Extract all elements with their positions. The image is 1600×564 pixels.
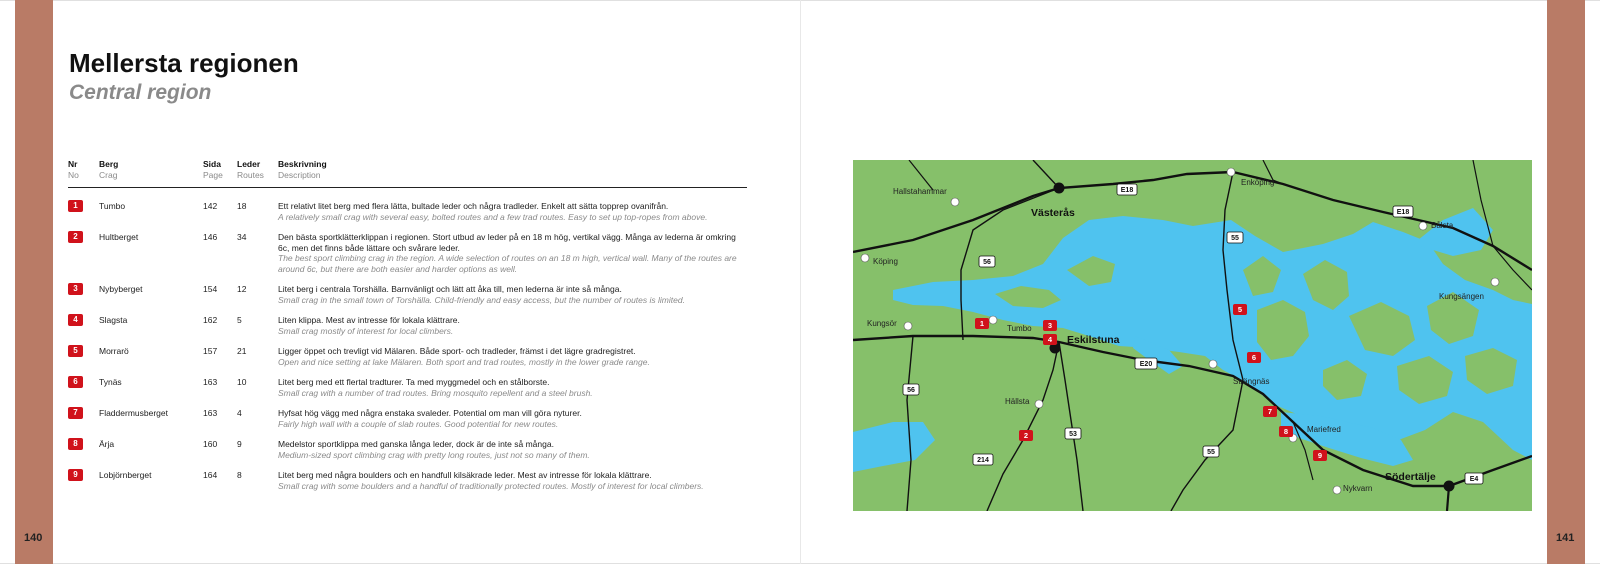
- crag-number-badge: 9: [68, 469, 83, 481]
- road-shield-e20: [1135, 358, 1157, 369]
- crag-marker-6: [1247, 352, 1261, 363]
- region-map-svg: [853, 160, 1532, 511]
- crag-routes: 4: [237, 408, 242, 418]
- road-shield-56: [979, 256, 995, 267]
- crag-number-badge: 1: [68, 200, 83, 212]
- svg-text:E18: E18: [1120, 187, 1134, 194]
- crag-routes: 21: [237, 346, 247, 356]
- crag-routes: 8: [237, 470, 242, 480]
- page-number-right: 141: [1556, 532, 1575, 544]
- region-map: [853, 160, 1532, 511]
- town-label-enkoping: Enköping: [1241, 178, 1275, 187]
- crag-marker-1: [975, 318, 989, 329]
- svg-text:E18: E18: [1396, 209, 1410, 216]
- crag-description: Ligger öppet och trevligt vid Mälaren. Både sport- och tradleder, främst i det lägre gradregistret. Open and nice setting at lake Mälaren. Both sport and trad routes, mostly in the lower grade range.: [278, 346, 650, 367]
- svg-text:53: 53: [1069, 431, 1077, 438]
- town-label-balsta: Bålsta: [1431, 221, 1454, 230]
- header-description: Beskrivning Description: [278, 159, 327, 180]
- left-page-margin-bar: [15, 0, 53, 564]
- svg-text:56: 56: [983, 259, 991, 266]
- crag-number-badge: 2: [68, 231, 83, 243]
- svg-text:7: 7: [1267, 407, 1273, 416]
- svg-text:9: 9: [1317, 451, 1323, 460]
- svg-text:8: 8: [1283, 427, 1289, 436]
- town-label-strangnas: Strängnäs: [1233, 377, 1270, 386]
- town-label-mariefred: Mariefred: [1307, 425, 1341, 434]
- crag-description: Hyfsat hög vägg med några enstaka svaleder. Potential om man vill göra nyturer. Fairly high wall with a couple of slab routes. Good potential for new routes.: [278, 408, 582, 429]
- town-dot: [1419, 222, 1427, 230]
- crag-name: Tynäs: [99, 377, 122, 387]
- city-label-sodertalje: Södertälje: [1385, 471, 1436, 483]
- page-subtitle: Central region: [69, 81, 212, 104]
- header-page: Sida Page: [203, 159, 223, 180]
- crag-name: Ärja: [99, 439, 115, 449]
- header-nr: Nr No: [68, 159, 79, 180]
- crag-marker-4: [1043, 334, 1057, 345]
- crag-page: 163: [203, 408, 218, 418]
- road-shield-e18: [1117, 184, 1137, 195]
- city-dot-vasteras: [1054, 183, 1065, 194]
- crag-routes: 34: [237, 232, 247, 242]
- town-label-kungsor: Kungsör: [867, 319, 897, 328]
- svg-text:214: 214: [977, 457, 989, 464]
- crag-page: 157: [203, 346, 218, 356]
- road-shield-214: [973, 454, 993, 465]
- right-page-margin-bar: [1547, 0, 1585, 564]
- town-dot: [1227, 168, 1235, 176]
- crag-page: 163: [203, 377, 218, 387]
- header-routes: Leder Routes: [237, 159, 264, 180]
- crag-name: Morrarö: [99, 346, 129, 356]
- svg-text:3: 3: [1047, 321, 1053, 330]
- city-label-vasteras: Västerås: [1031, 207, 1075, 219]
- city-dot-sodertalje: [1444, 481, 1455, 492]
- page-title: Mellersta regionen: [69, 48, 299, 78]
- crag-page: 142: [203, 201, 218, 211]
- svg-text:1: 1: [979, 319, 985, 328]
- crag-page: 162: [203, 315, 218, 325]
- svg-text:E4: E4: [1469, 476, 1479, 483]
- crag-name: Hultberget: [99, 232, 139, 242]
- crag-description: Medelstor sportklippa med ganska långa leder, dock är de inte så många. Medium-sized sport climbing crag with pretty long routes, just not so many of them.: [278, 439, 590, 460]
- town-label-kungsangen: Kungsängen: [1439, 292, 1484, 301]
- road-shield-53: [1065, 428, 1081, 439]
- svg-text:56: 56: [907, 387, 915, 394]
- page-number-left: 140: [24, 532, 43, 544]
- crag-name: Lobjörnberget: [99, 470, 152, 480]
- crag-marker-3: [1043, 320, 1057, 331]
- crag-number-badge: 5: [68, 345, 83, 357]
- crag-number-badge: 8: [68, 438, 83, 450]
- town-dot: [1333, 486, 1341, 494]
- svg-text:E20: E20: [1139, 361, 1153, 368]
- crag-number-badge: 3: [68, 283, 83, 295]
- town-label-hallstahammar: Hallstahammar: [893, 187, 947, 196]
- crag-marker-2: [1019, 430, 1033, 441]
- crag-routes: 12: [237, 284, 247, 294]
- crag-routes: 10: [237, 377, 247, 387]
- crag-description: Litet berg med några boulders och en handfull kilsäkrade leder. Mest av intresse för lokala klättrare. Small crag with some boulders and a handful of traditionally protected routes. Mostly of interest for local climbers.: [278, 470, 704, 491]
- city-label-eskilstuna: Eskilstuna: [1067, 334, 1120, 346]
- town-dot: [989, 316, 997, 324]
- crag-description: Litet berg med ett flertal tradturer. Ta med myggmedel och en stålborste. Small crag with a number of trad routes. Bring mosquito repellent and a steel brush.: [278, 377, 593, 398]
- header-rule: [68, 187, 747, 188]
- crag-number-badge: 7: [68, 407, 83, 419]
- crag-routes: 5: [237, 315, 242, 325]
- town-label-tumbo: Tumbo: [1007, 324, 1032, 333]
- town-dot: [951, 198, 959, 206]
- crag-page: 160: [203, 439, 218, 449]
- crag-description: Litet berg i centrala Torshälla. Barnvänligt och lätt att åka till, men lederna är inte så många. Small crag in the small town of Torshälla. Child-friendly and easy access, but the number of routes is limited.: [278, 284, 685, 305]
- svg-text:2: 2: [1023, 431, 1029, 440]
- crag-page: 154: [203, 284, 218, 294]
- crag-description: Den bästa sportklätterklippan i regionen. Stort utbud av leder på en 18 m hög, vertikal vägg. Många av lederna är omkring 6c, men det finns både lättare och svårare leder. The best sport climbing crag in the region. A wide selection of routes on an 18 m high, vertical wall. Many of the routes are around 6c, but there are both easier and harder options as well.: [278, 232, 737, 274]
- road-shield-e18: [1393, 206, 1413, 217]
- crag-routes: 9: [237, 439, 242, 449]
- crag-page: 146: [203, 232, 218, 242]
- town-dot: [1035, 400, 1043, 408]
- town-label-nykvarn: Nykvarn: [1343, 484, 1373, 493]
- road-shield-56: [903, 384, 919, 395]
- crag-number-badge: 6: [68, 376, 83, 388]
- town-dot: [861, 254, 869, 262]
- crag-routes: 18: [237, 201, 247, 211]
- crag-description: Ett relativt litet berg med flera lätta, bultade leder och några tradleder. Enkelt att sätta topprep ovanifrån. A relatively small crag with several easy, bolted routes and a few trad routes. Easy to set up top-ropes from above.: [278, 201, 708, 222]
- town-dot: [1209, 360, 1217, 368]
- crag-number-badge: 4: [68, 314, 83, 326]
- town-label-hallsta: Hällsta: [1005, 397, 1030, 406]
- road-shield-55: [1227, 232, 1243, 243]
- crag-marker-7: [1263, 406, 1277, 417]
- page-gutter: [800, 0, 801, 564]
- svg-text:5: 5: [1237, 305, 1243, 314]
- town-dot: [1491, 278, 1499, 286]
- crag-name: Nybyberget: [99, 284, 143, 294]
- crag-marker-8: [1279, 426, 1293, 437]
- crag-name: Tumbo: [99, 201, 126, 211]
- crag-description: Liten klippa. Mest av intresse för lokala klättrare. Small crag mostly of interest for local climbers.: [278, 315, 460, 336]
- town-dot: [904, 322, 912, 330]
- svg-text:55: 55: [1207, 449, 1215, 456]
- crag-page: 164: [203, 470, 218, 480]
- svg-text:6: 6: [1251, 353, 1257, 362]
- road-shield-55: [1203, 446, 1219, 457]
- svg-text:4: 4: [1047, 335, 1053, 344]
- svg-text:55: 55: [1231, 235, 1239, 242]
- header-crag: Berg Crag: [99, 159, 119, 180]
- crag-name: Slagsta: [99, 315, 128, 325]
- road-shield-e4: [1465, 473, 1483, 484]
- crag-marker-5: [1233, 304, 1247, 315]
- crag-marker-9: [1313, 450, 1327, 461]
- crag-name: Fladdermusberget: [99, 408, 168, 418]
- town-label-koping: Köping: [873, 257, 898, 266]
